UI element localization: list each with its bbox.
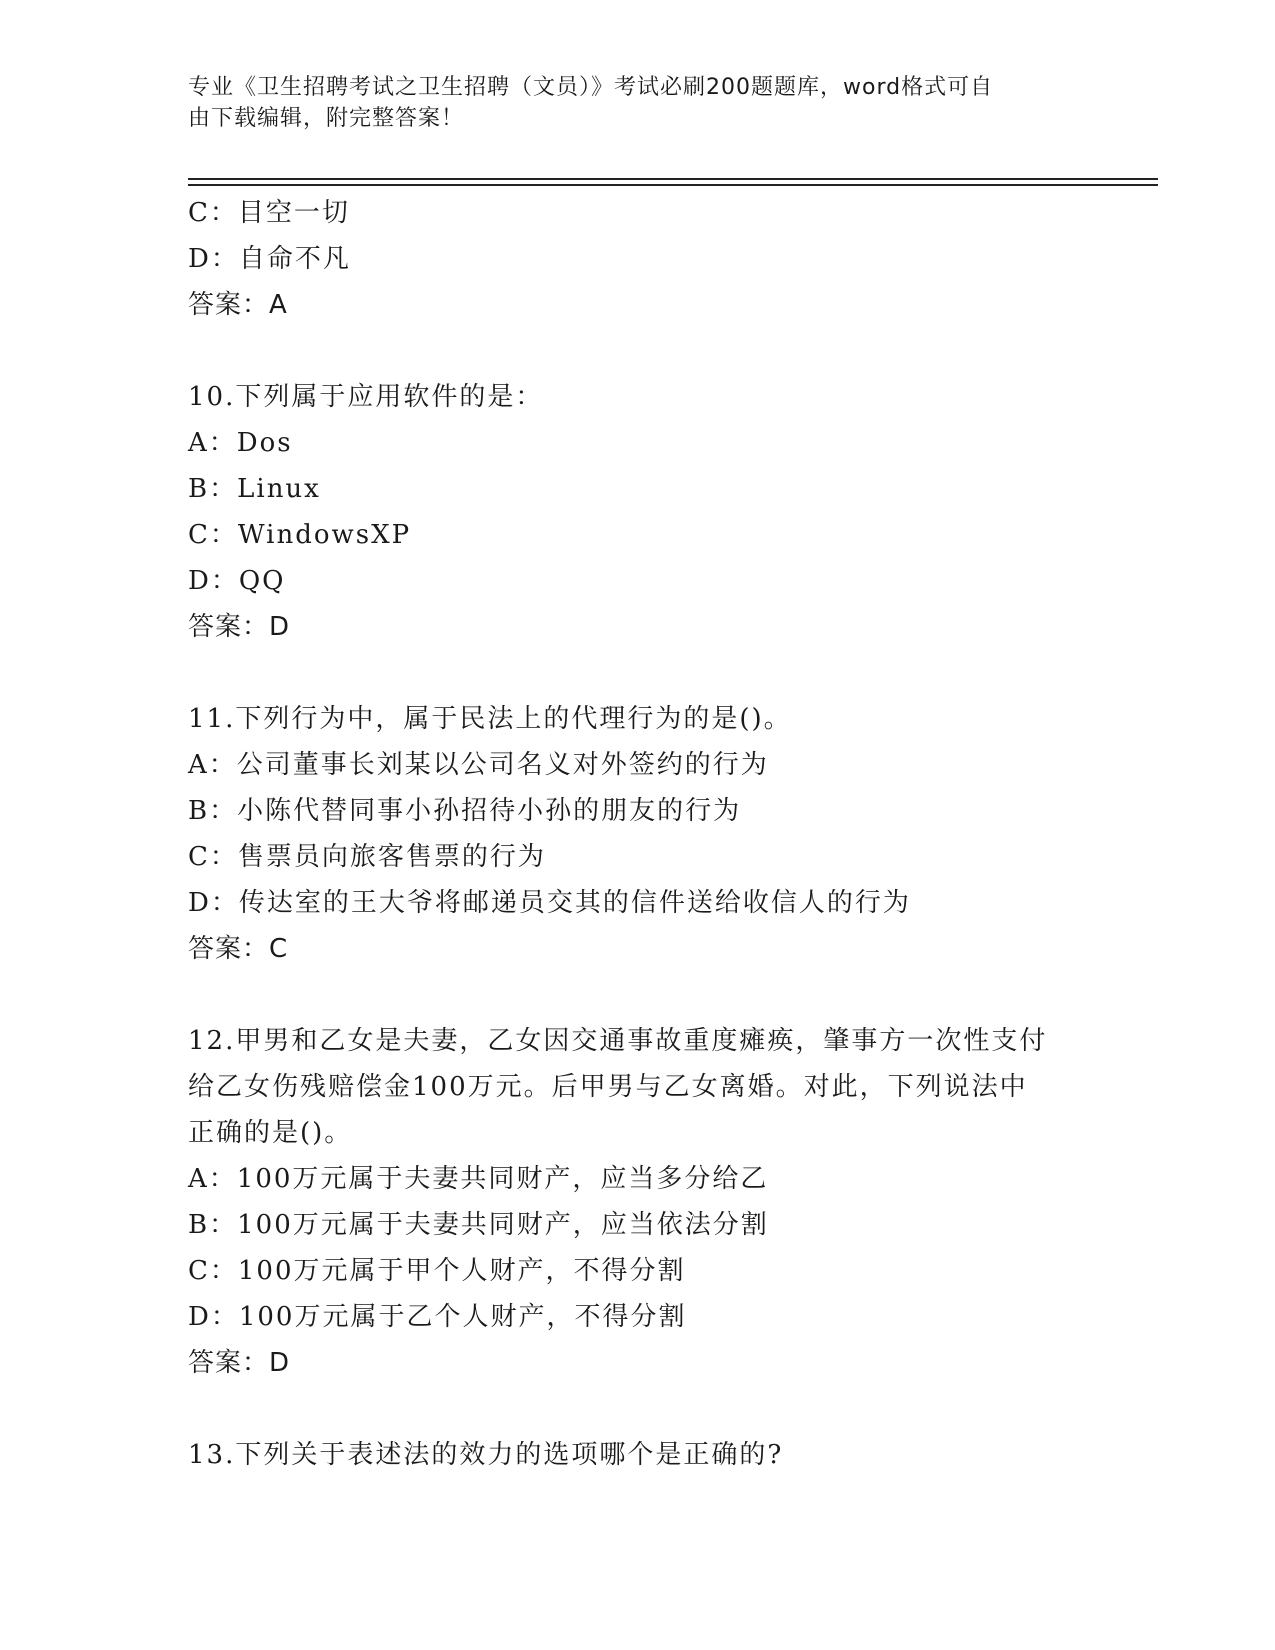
question-stem-line-2: 给乙女伤残赔偿金100万元。后甲男与乙女离婚。对此，下列说法中 — [188, 1072, 1028, 1102]
question-stem: 10.下列属于应用软件的是： — [188, 382, 544, 412]
spacer — [188, 972, 1148, 1018]
question-stem: 13.下列关于表述法的效力的选项哪个是正确的? — [188, 1440, 784, 1470]
header-line-1: 专业《卫生招聘考试之卫生招聘（文员）》考试必刷200题题库，word格式可自 — [188, 75, 994, 100]
spacer — [188, 328, 1148, 374]
option-a: A：Dos — [188, 428, 293, 458]
answer-line: 答案：D — [188, 1348, 291, 1378]
header-note — [188, 72, 1088, 134]
question-13 — [188, 1432, 1148, 1478]
question-stem: 11.下列行为中，属于民法上的代理行为的是()。 — [188, 704, 792, 734]
question-12 — [188, 1018, 1148, 1386]
option-a: A：公司董事长刘某以公司名义对外签约的行为 — [188, 750, 769, 780]
option-b: B：小陈代替同事小孙招待小孙的朋友的行为 — [188, 796, 742, 826]
option-c: C：100万元属于甲个人财产，不得分割 — [188, 1256, 686, 1286]
option-c: C：WindowsXP — [188, 520, 412, 550]
question-stem-line-3: 正确的是()。 — [188, 1118, 353, 1148]
option-a: A：100万元属于夫妻共同财产，应当多分给乙 — [188, 1164, 769, 1194]
question-list — [188, 190, 1148, 1478]
option-d: D：QQ — [188, 566, 286, 596]
question-10 — [188, 374, 1148, 650]
header-line-2: 由下载编辑，附完整答案！ — [188, 106, 465, 131]
spacer — [188, 650, 1148, 696]
option-c: C：目空一切 — [188, 198, 350, 228]
question-9-tail — [188, 190, 1148, 328]
question-11 — [188, 696, 1148, 972]
header-divider-top — [188, 178, 1158, 180]
option-d: D：传达室的王大爷将邮递员交其的信件送给收信人的行为 — [188, 888, 911, 918]
answer-line: 答案：A — [188, 290, 288, 320]
question-stem-line-1: 12.甲男和乙女是夫妻，乙女因交通事故重度瘫痪，肇事方一次性支付 — [188, 1026, 1048, 1056]
header-divider-bottom — [188, 184, 1158, 186]
option-b: B：100万元属于夫妻共同财产，应当依法分割 — [188, 1210, 769, 1240]
spacer — [188, 1386, 1148, 1432]
option-d: D：自命不凡 — [188, 244, 351, 274]
answer-line: 答案：D — [188, 612, 291, 642]
option-c: C：售票员向旅客售票的行为 — [188, 842, 546, 872]
option-b: B：Linux — [188, 474, 321, 504]
option-d: D：100万元属于乙个人财产，不得分割 — [188, 1302, 687, 1332]
answer-line: 答案：C — [188, 934, 289, 964]
